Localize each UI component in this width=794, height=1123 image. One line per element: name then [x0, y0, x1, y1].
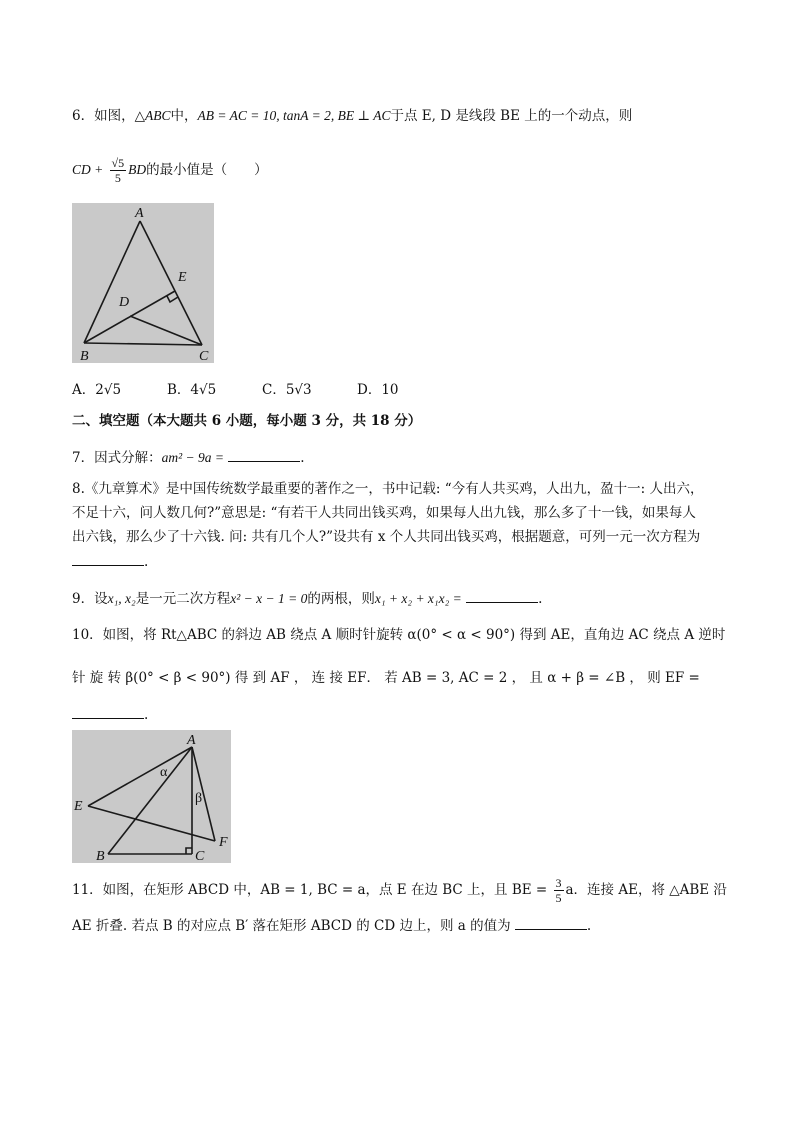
- q9-mid2: 的两根，则: [307, 591, 375, 607]
- q6-frac-num: √5: [111, 156, 125, 170]
- q9-suffix: .: [538, 591, 543, 607]
- q6-figure: [72, 203, 214, 363]
- q6-right-angle-mark: [167, 296, 178, 302]
- q6-option-c: [262, 380, 357, 400]
- q11-suffix: .: [586, 918, 592, 934]
- q10-right-angle-mark: [186, 848, 192, 854]
- q6-option-d-value: 10: [381, 382, 399, 398]
- q6-line1: [72, 106, 632, 126]
- q6-side-ac: [140, 221, 202, 345]
- q9-prefix: 9．设: [72, 591, 108, 607]
- q11-answer-blank[interactable]: [515, 915, 587, 930]
- q6-line2: [72, 150, 268, 190]
- q6-segment-cd: [130, 316, 202, 345]
- q6-side-bc: [84, 343, 202, 345]
- q6-expr-post: BD: [128, 162, 147, 177]
- q8-line4: [72, 551, 148, 572]
- q6-option-a-label: A．: [72, 382, 96, 398]
- q7-answer-blank[interactable]: [228, 447, 300, 462]
- q6-label-e: E: [178, 270, 187, 285]
- q11-line1-post: a．连接 AE，将 △ABE 沿: [565, 882, 727, 898]
- q6-label-d: D: [119, 295, 130, 310]
- q6-label-a: A: [135, 206, 144, 221]
- q9-answer-blank[interactable]: [466, 588, 538, 603]
- q11-line2-text: AE 折叠. 若点 B 的对应点 B′ 落在矩形 ABCD 的 CD 边上，则 a 的值为: [72, 918, 511, 934]
- q6-segment-be: [84, 291, 175, 343]
- q6-option-a: [72, 380, 167, 400]
- q6-option-b: [167, 380, 262, 400]
- q6-option-d-label: D．: [357, 382, 382, 398]
- q10-label-a: A: [187, 733, 196, 748]
- q8-line1: 8.《九章算术》是中国传统数学最重要的著作之一，书中记载: “今有人共买鸡，人出九，盈十一: 人出六，: [72, 481, 704, 497]
- q10-label-f: F: [219, 835, 228, 850]
- q6-expr-pre: CD +: [72, 162, 104, 177]
- q11-frac-den: 5: [555, 891, 562, 905]
- q10-label-beta: β: [195, 791, 203, 806]
- q7-expr: am² − 9a =: [161, 450, 224, 465]
- q7-prefix: 7．因式分解：: [72, 450, 162, 466]
- q9-vars: x₁, x₂: [107, 591, 136, 606]
- q10-segment-ae: [88, 747, 192, 806]
- q10-line1: 10．如图，将 Rt△ABC 的斜边 AB 绕点 A 顺时针旋转 α(0° < α < 90°) 得到 AE，直角边 AC 绕点 A 逆时: [72, 627, 726, 643]
- q10-segment-ab: [108, 747, 192, 854]
- q11-line1: [72, 870, 727, 910]
- q8-answer-blank[interactable]: [72, 551, 144, 566]
- q6-label-b: B: [80, 349, 89, 363]
- q10-figure-svg: [72, 730, 231, 863]
- q7: [72, 447, 305, 468]
- q10-suffix: .: [144, 707, 149, 723]
- q8-line3: 出六钱，那么少了十六钱. 问: 共有几个人?”设共有 x 个人共同出钱买鸡，根据题意，可列一元一次方程为: [72, 529, 701, 545]
- q6-prefix: 6．如图，: [72, 108, 135, 124]
- q10-answer-blank[interactable]: [72, 704, 144, 719]
- q6-options: [72, 380, 399, 400]
- q11-frac-num: 3: [555, 876, 562, 890]
- q7-suffix: .: [300, 450, 305, 466]
- q6-fraction: [110, 156, 127, 185]
- q6-figure-svg: [72, 203, 214, 363]
- q10-label-alpha: α: [160, 765, 168, 780]
- q10-line3: [72, 704, 148, 725]
- q9-expr: x₁ + x₂ + x₁x₂ =: [374, 591, 462, 606]
- q10-label-e: E: [74, 799, 83, 814]
- q8-suffix: .: [144, 554, 149, 570]
- q6-label-c: C: [199, 349, 209, 363]
- q11-line2: [72, 915, 591, 936]
- q10-figure: [72, 730, 231, 863]
- q10-label-c: C: [195, 849, 205, 863]
- q6-option-c-value: 5√3: [285, 382, 312, 398]
- q11-fraction: [554, 876, 564, 905]
- q6-side-ab: [84, 221, 140, 343]
- q6-option-b-value: 4√5: [190, 382, 217, 398]
- q6-mid: 中，: [170, 108, 198, 124]
- q6-condition: AB = AC = 10, tanA = 2, BE ⊥ AC: [197, 108, 391, 123]
- q9: [72, 588, 542, 609]
- q6-frac-den: 5: [114, 171, 121, 185]
- q9-mid: 是一元二次方程: [135, 591, 231, 607]
- q9-equation: x² − x − 1 = 0: [230, 591, 308, 606]
- q6-option-b-label: B．: [167, 382, 191, 398]
- q6-option-d: [357, 380, 399, 400]
- q11-line1-pre: 11．如图，在矩形 ABCD 中，AB = 1, BC = a，点 E 在边 BC 上，且 BE =: [72, 882, 548, 898]
- section-2-title: 二、填空题（本大题共 6 小题，每小题 3 分，共 18 分）: [72, 413, 422, 429]
- q6-triangle: △ABC: [134, 108, 171, 123]
- q6-option-a-value: 2√5: [95, 382, 122, 398]
- q10-line2: 针 旋 转 β(0° < β < 90°) 得 到 AF ， 连 接 EF． 若 AB = 3, AC = 2 ， 且 α + β = ∠B ， 则 EF =: [72, 670, 700, 686]
- q10-label-b: B: [96, 849, 105, 863]
- q8-line2: 不足十六，问人数几何?”意思是: “有若干人共同出钱买鸡，如果每人出九钱，那么多了十一钱，如果每人: [72, 505, 696, 521]
- q6-expr-suffix: 的最小值是（ ）: [146, 162, 268, 178]
- q10-segment-ef: [88, 806, 215, 841]
- q6-option-c-label: C．: [262, 382, 286, 398]
- q6-suffix: 于点 E, D 是线段 BE 上的一个动点，则: [390, 108, 633, 124]
